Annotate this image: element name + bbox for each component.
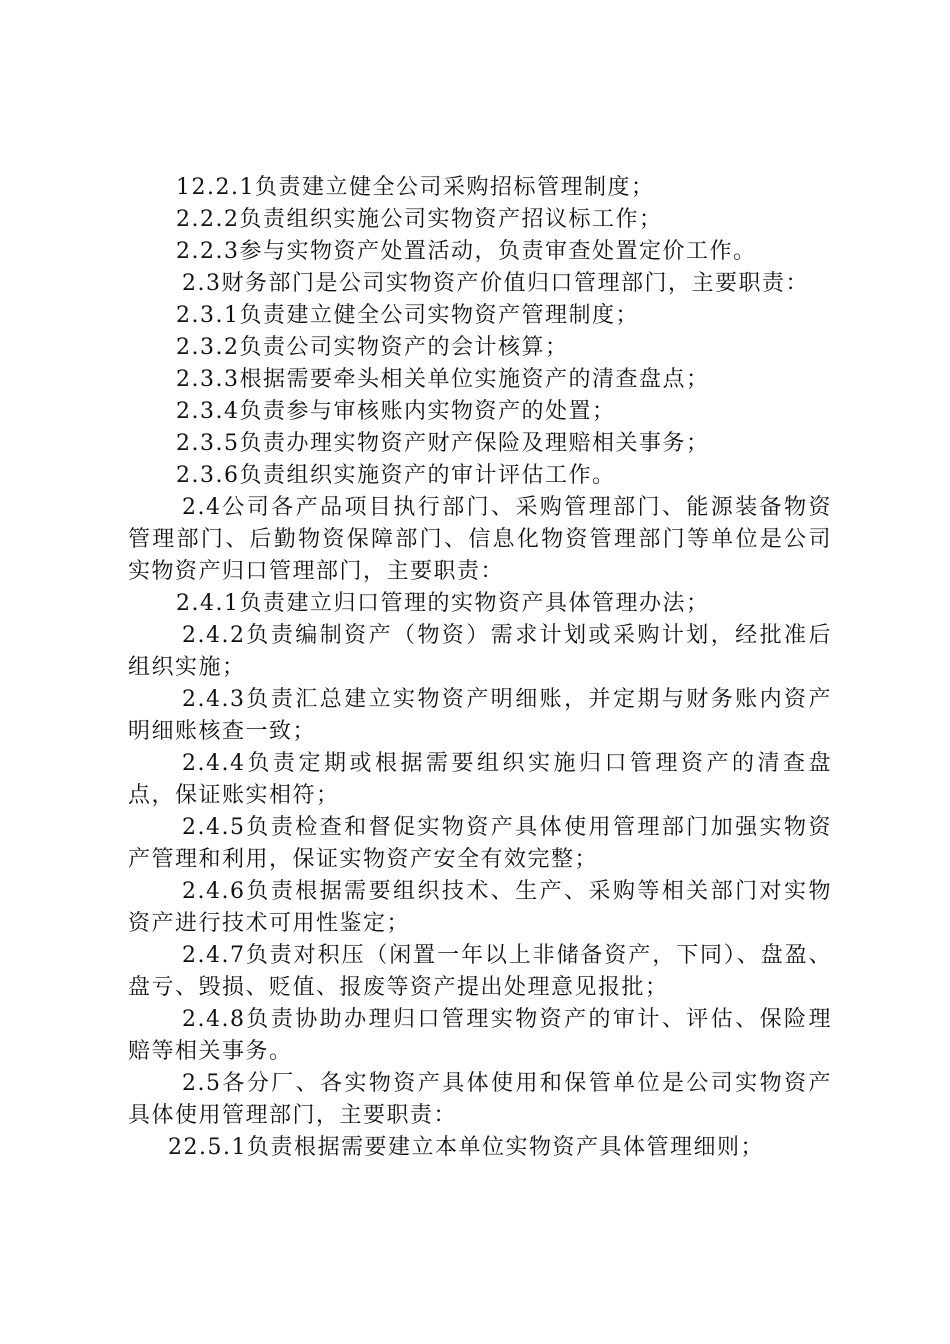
paragraph-2-3-6: 2.3.6负责组织实施资产的审计评估工作。: [176, 463, 616, 488]
paragraph-2-3-1: 2.3.1负责建立健全公司实物资产管理制度；: [176, 303, 639, 328]
paragraph-2-2-1: 12.2.1负责建立健全公司采购招标管理制度；: [176, 175, 655, 200]
paragraph-2-2-2: 2.2.2负责组织实施公司实物资产招议标工作；: [176, 207, 663, 232]
paragraph-2-3-4: 2.3.4负责参与审核账内实物资产的处置；: [176, 399, 616, 424]
paragraph-2-3: 2.3财务部门是公司实物资产价值归口管理部门，主要职责：: [182, 271, 809, 296]
paragraph-2-4-1: 2.4.1负责建立归口管理的实物资产具体管理办法；: [176, 591, 710, 616]
paragraph-2-3-3: 2.3.3根据需要牵头相关单位实施资产的清查盘点；: [176, 367, 710, 392]
paragraph-2-4-5: 2.4.5负责检查和督促实物资产具体使用管理部门加强实物资产管理和利用，保证实物资产安全有效完整；: [128, 815, 832, 872]
paragraph-2-5: 2.5各分厂、各实物资产具体使用和保管单位是公司实物资产具体使用管理部门，主要职责：: [128, 1071, 832, 1128]
paragraph-2-4-7: 2.4.7负责对积压（闲置一年以上非储备资产，下同）、盘盈、盘亏、毁损、贬值、报废等资产提出处理意见报批；: [128, 943, 832, 1000]
paragraph-2-4-2: 2.4.2负责编制资产（物资）需求计划或采购计划，经批准后组织实施；: [128, 623, 832, 680]
document-body: [128, 172, 832, 1164]
paragraph-2-4-4: 2.4.4负责定期或根据需要组织实施归口管理资产的清查盘点，保证账实相符；: [128, 751, 832, 808]
paragraph-2-4-6: 2.4.6负责根据需要组织技术、生产、采购等相关部门对实物资产进行技术可用性鉴定；: [128, 879, 832, 936]
paragraph-2-4: 2.4公司各产品项目执行部门、采购管理部门、能源装备物资管理部门、后勤物资保障部门、信息化物资管理部门等单位是公司实物资产归口管理部门，主要职责：: [128, 495, 832, 584]
paragraph-2-4-3: 2.4.3负责汇总建立实物资产明细账，并定期与财务账内资产明细账核查一致；: [128, 687, 832, 744]
paragraph-2-5-1: 22.5.1负责根据需要建立本单位实物资产具体管理细则；: [168, 1135, 764, 1160]
paragraph-2-2-3: 2.2.3参与实物资产处置活动，负责审查处置定价工作。: [176, 239, 757, 264]
paragraph-2-4-8: 2.4.8负责协助办理归口管理实物资产的审计、评估、保险理赔等相关事务。: [128, 1007, 832, 1064]
paragraph-2-3-5: 2.3.5负责办理实物资产财产保险及理赔相关事务；: [176, 431, 710, 456]
paragraph-2-3-2: 2.3.2负责公司实物资产的会计核算；: [176, 335, 569, 360]
